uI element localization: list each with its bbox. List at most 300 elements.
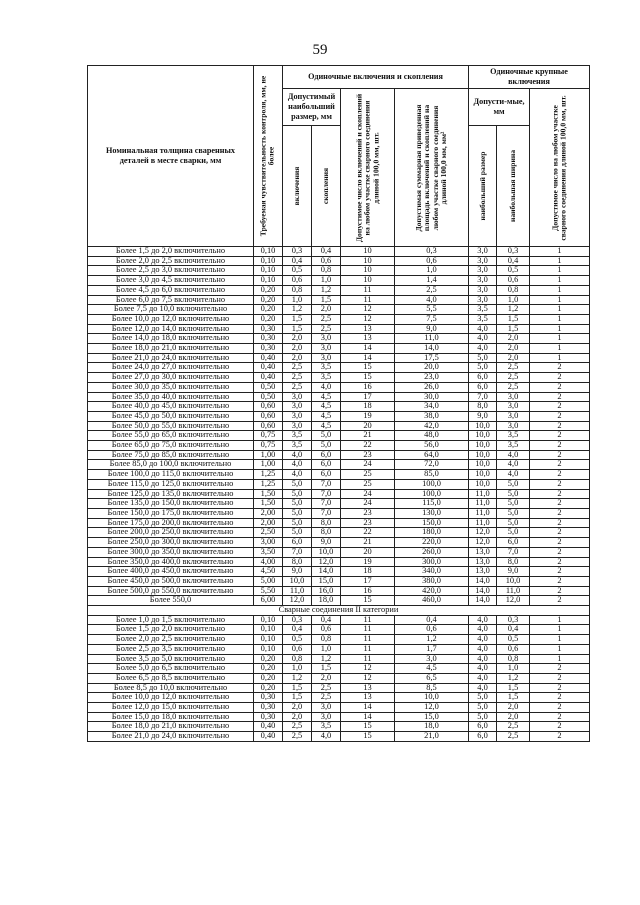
value-cell: 2 (530, 693, 590, 703)
value-cell: 25 (341, 479, 395, 489)
value-cell: 7,0 (283, 547, 312, 557)
value-cell: 260,0 (395, 547, 469, 557)
table-row (88, 547, 590, 557)
value-cell: 10,0 (469, 479, 497, 489)
table-row (88, 470, 590, 480)
value-cell: 12 (341, 305, 395, 315)
table-row (88, 673, 590, 683)
value-cell: 22 (341, 528, 395, 538)
header-inclusions: включения (283, 126, 312, 247)
value-cell: 4,00 (254, 557, 283, 567)
value-cell: 6,0 (469, 382, 497, 392)
value-cell: 0,6 (497, 276, 530, 286)
table-row (88, 344, 590, 354)
thickness-cell: Более 2,5 до 3,5 включительно (88, 644, 254, 654)
value-cell: 14 (341, 353, 395, 363)
value-cell: 2 (530, 557, 590, 567)
value-cell: 100,0 (395, 479, 469, 489)
value-cell: 0,20 (254, 314, 283, 324)
value-cell: 5,0 (283, 508, 312, 518)
value-cell: 13 (341, 324, 395, 334)
value-cell: 7,0 (312, 508, 341, 518)
value-cell: 0,60 (254, 411, 283, 421)
value-cell: 9,0 (469, 411, 497, 421)
value-cell: 56,0 (395, 441, 469, 451)
thickness-cell: Более 1,5 до 2,0 включительно (88, 625, 254, 635)
value-cell: 1,2 (395, 635, 469, 645)
table-row (88, 402, 590, 412)
value-cell: 3,0 (283, 411, 312, 421)
value-cell: 6,0 (312, 460, 341, 470)
value-cell: 0,10 (254, 247, 283, 257)
thickness-cell: Более 400,0 до 450,0 включительно (88, 567, 254, 577)
value-cell: 0,3 (497, 615, 530, 625)
value-cell: 8,0 (497, 557, 530, 567)
value-cell: 14,0 (469, 576, 497, 586)
value-cell: 12,0 (469, 528, 497, 538)
value-cell: 0,75 (254, 441, 283, 451)
value-cell: 0,20 (254, 673, 283, 683)
table-row (88, 353, 590, 363)
value-cell: 4,5 (312, 402, 341, 412)
value-cell: 180,0 (395, 528, 469, 538)
value-cell: 15 (341, 722, 395, 732)
value-cell: 1 (530, 324, 590, 334)
value-cell: 0,20 (254, 285, 283, 295)
header-clusters: скопления (312, 126, 341, 247)
value-cell: 2,5 (497, 732, 530, 742)
table-row (88, 654, 590, 664)
value-cell: 22 (341, 441, 395, 451)
value-cell: 1 (530, 635, 590, 645)
value-cell: 0,6 (283, 276, 312, 286)
value-cell: 5,0 (469, 703, 497, 713)
value-cell: 1 (530, 353, 590, 363)
value-cell: 24 (341, 499, 395, 509)
value-cell: 2 (530, 683, 590, 693)
table-row (88, 305, 590, 315)
thickness-cell: Более 35,0 до 40,0 включительно (88, 392, 254, 402)
value-cell: 0,10 (254, 615, 283, 625)
value-cell: 3,0 (469, 247, 497, 257)
value-cell: 23 (341, 508, 395, 518)
thickness-cell: Более 12,0 до 15,0 включительно (88, 703, 254, 713)
value-cell: 0,20 (254, 683, 283, 693)
value-cell: 0,4 (497, 256, 530, 266)
value-cell: 0,6 (497, 644, 530, 654)
value-cell: 1,0 (497, 295, 530, 305)
thickness-cell: Более 30,0 до 35,0 включительно (88, 382, 254, 392)
value-cell: 3,0 (469, 276, 497, 286)
value-cell: 10,0 (469, 470, 497, 480)
value-cell: 0,8 (312, 266, 341, 276)
value-cell: 4,0 (283, 450, 312, 460)
value-cell: 0,3 (395, 247, 469, 257)
value-cell: 1,2 (312, 285, 341, 295)
value-cell: 5,0 (283, 499, 312, 509)
header-count: Допустимое число включений и скоплений на любом участке сварного соединения длиной 100,0 мм, шт. (341, 89, 395, 247)
value-cell: 4,0 (283, 470, 312, 480)
section-row (88, 606, 590, 616)
value-cell: 0,8 (497, 285, 530, 295)
value-cell: 20,0 (395, 363, 469, 373)
thickness-cell: Более 50,0 до 55,0 включительно (88, 421, 254, 431)
table-row (88, 421, 590, 431)
value-cell: 1,50 (254, 489, 283, 499)
table-row (88, 392, 590, 402)
value-cell: 1 (530, 644, 590, 654)
value-cell: 1,0 (395, 266, 469, 276)
value-cell: 2 (530, 450, 590, 460)
value-cell: 2 (530, 489, 590, 499)
value-cell: 2 (530, 586, 590, 596)
section-title: Сварные соединения II категории (88, 606, 590, 616)
value-cell: 12 (341, 673, 395, 683)
value-cell: 6,0 (312, 470, 341, 480)
value-cell: 2 (530, 363, 590, 373)
thickness-cell: Более 3,5 до 5,0 включительно (88, 654, 254, 664)
value-cell: 11,0 (469, 489, 497, 499)
value-cell: 4,5 (312, 411, 341, 421)
value-cell: 420,0 (395, 586, 469, 596)
value-cell: 23,0 (395, 373, 469, 383)
table-row (88, 518, 590, 528)
thickness-cell: Более 300,0 до 350,0 включительно (88, 547, 254, 557)
value-cell: 2,5 (283, 732, 312, 742)
value-cell: 1 (530, 285, 590, 295)
value-cell: 2,0 (497, 344, 530, 354)
value-cell: 23 (341, 450, 395, 460)
value-cell: 12 (341, 314, 395, 324)
thickness-cell: Более 45,0 до 50,0 включительно (88, 411, 254, 421)
table-row (88, 722, 590, 732)
value-cell: 0,5 (283, 635, 312, 645)
value-cell: 2 (530, 508, 590, 518)
value-cell: 4,50 (254, 567, 283, 577)
thickness-cell: Более 135,0 до 150,0 включительно (88, 499, 254, 509)
value-cell: 2,5 (497, 722, 530, 732)
value-cell: 0,50 (254, 392, 283, 402)
value-cell: 18 (341, 567, 395, 577)
thickness-cell: Более 5,0 до 6,5 включительно (88, 664, 254, 674)
value-cell: 1,0 (312, 644, 341, 654)
thickness-cell: Более 15,0 до 18,0 включительно (88, 712, 254, 722)
value-cell: 4,0 (312, 732, 341, 742)
value-cell: 2 (530, 470, 590, 480)
value-cell: 64,0 (395, 450, 469, 460)
value-cell: 4,0 (469, 673, 497, 683)
value-cell: 0,40 (254, 373, 283, 383)
header-largest-width: наибольшая ширина (497, 126, 530, 247)
value-cell: 1 (530, 344, 590, 354)
value-cell: 38,0 (395, 411, 469, 421)
value-cell: 15 (341, 373, 395, 383)
table-row (88, 538, 590, 548)
value-cell: 3,0 (312, 334, 341, 344)
value-cell: 7,0 (312, 479, 341, 489)
table-body-category-1 (88, 247, 590, 606)
value-cell: 2,00 (254, 508, 283, 518)
value-cell: 2,5 (497, 382, 530, 392)
table-row (88, 431, 590, 441)
value-cell: 5,0 (469, 693, 497, 703)
value-cell: 5,0 (469, 363, 497, 373)
value-cell: 11 (341, 615, 395, 625)
table-row (88, 576, 590, 586)
value-cell: 460,0 (395, 596, 469, 606)
value-cell: 16 (341, 382, 395, 392)
value-cell: 15,0 (312, 576, 341, 586)
value-cell: 5,0 (497, 518, 530, 528)
value-cell: 3,0 (312, 344, 341, 354)
value-cell: 1,25 (254, 479, 283, 489)
value-cell: 0,10 (254, 276, 283, 286)
value-cell: 10 (341, 276, 395, 286)
value-cell: 6,0 (469, 722, 497, 732)
value-cell: 0,30 (254, 334, 283, 344)
value-cell: 16,0 (312, 586, 341, 596)
value-cell: 1,2 (497, 305, 530, 315)
value-cell: 10,0 (312, 547, 341, 557)
thickness-cell: Более 21,0 до 24,0 включительно (88, 353, 254, 363)
value-cell: 5,0 (469, 353, 497, 363)
thickness-cell: Более 125,0 до 135,0 включительно (88, 489, 254, 499)
value-cell: 4,5 (312, 421, 341, 431)
value-cell: 34,0 (395, 402, 469, 412)
value-cell: 1,5 (283, 324, 312, 334)
value-cell: 2,5 (497, 373, 530, 383)
value-cell: 3,0 (283, 421, 312, 431)
value-cell: 18,0 (312, 596, 341, 606)
thickness-cell: Более 55,0 до 65,0 включительно (88, 431, 254, 441)
value-cell: 9,0 (283, 567, 312, 577)
value-cell: 15 (341, 596, 395, 606)
value-cell: 0,5 (497, 635, 530, 645)
value-cell: 2 (530, 441, 590, 451)
value-cell: 340,0 (395, 567, 469, 577)
value-cell: 0,30 (254, 712, 283, 722)
value-cell: 1,5 (497, 314, 530, 324)
value-cell: 1 (530, 654, 590, 664)
value-cell: 4,0 (469, 334, 497, 344)
value-cell: 3,0 (497, 411, 530, 421)
value-cell: 7,0 (497, 547, 530, 557)
value-cell: 3,0 (497, 402, 530, 412)
value-cell: 11,0 (469, 508, 497, 518)
value-cell: 1,5 (283, 693, 312, 703)
table-row (88, 693, 590, 703)
thickness-cell: Более 6,0 до 7,5 включительно (88, 295, 254, 305)
value-cell: 3,5 (469, 314, 497, 324)
value-cell: 21 (341, 431, 395, 441)
table-row (88, 732, 590, 742)
value-cell: 1 (530, 256, 590, 266)
value-cell: 10,0 (283, 576, 312, 586)
value-cell: 10 (341, 247, 395, 257)
value-cell: 1 (530, 334, 590, 344)
value-cell: 1,00 (254, 460, 283, 470)
value-cell: 0,3 (283, 247, 312, 257)
value-cell: 6,0 (469, 373, 497, 383)
value-cell: 2 (530, 703, 590, 713)
value-cell: 0,6 (312, 625, 341, 635)
thickness-cell: Более 100,0 до 115,0 включительно (88, 470, 254, 480)
thickness-cell: Более 2,0 до 2,5 включительно (88, 635, 254, 645)
value-cell: 2 (530, 538, 590, 548)
value-cell: 1 (530, 615, 590, 625)
thickness-cell: Более 3,0 до 4,5 включительно (88, 276, 254, 286)
value-cell: 4,5 (312, 392, 341, 402)
value-cell: 4,0 (469, 635, 497, 645)
table-row (88, 596, 590, 606)
table-row (88, 644, 590, 654)
thickness-cell: Более 27,0 до 30,0 включительно (88, 373, 254, 383)
table-row (88, 450, 590, 460)
table-header (88, 66, 590, 247)
value-cell: 4,0 (395, 295, 469, 305)
value-cell: 0,20 (254, 654, 283, 664)
thickness-cell: Более 7,5 до 10,0 включительно (88, 305, 254, 315)
thickness-cell: Более 65,0 до 75,0 включительно (88, 441, 254, 451)
value-cell: 85,0 (395, 470, 469, 480)
value-cell: 0,40 (254, 363, 283, 373)
value-cell: 2,5 (395, 285, 469, 295)
value-cell: 5,0 (497, 499, 530, 509)
value-cell: 8,0 (469, 402, 497, 412)
value-cell: 2 (530, 518, 590, 528)
value-cell: 0,8 (283, 654, 312, 664)
value-cell: 0,40 (254, 353, 283, 363)
value-cell: 0,3 (497, 247, 530, 257)
value-cell: 2,5 (312, 693, 341, 703)
value-cell: 2,5 (283, 363, 312, 373)
value-cell: 6,00 (254, 596, 283, 606)
value-cell: 2,0 (497, 703, 530, 713)
value-cell: 2 (530, 460, 590, 470)
value-cell: 115,0 (395, 499, 469, 509)
value-cell: 0,10 (254, 256, 283, 266)
value-cell: 15 (341, 363, 395, 373)
value-cell: 0,4 (312, 247, 341, 257)
value-cell: 2,0 (312, 305, 341, 315)
value-cell: 2 (530, 402, 590, 412)
value-cell: 1 (530, 276, 590, 286)
value-cell: 10,0 (395, 693, 469, 703)
value-cell: 5,0 (283, 479, 312, 489)
inclusions-table (87, 65, 590, 742)
table-row (88, 266, 590, 276)
thickness-cell: Более 550,0 (88, 596, 254, 606)
value-cell: 5,0 (497, 508, 530, 518)
value-cell: 26,0 (395, 382, 469, 392)
table-body-category-2 (88, 615, 590, 741)
value-cell: 14 (341, 703, 395, 713)
value-cell: 4,0 (469, 625, 497, 635)
table-row (88, 314, 590, 324)
value-cell: 8,5 (395, 683, 469, 693)
value-cell: 0,20 (254, 295, 283, 305)
value-cell: 2 (530, 673, 590, 683)
value-cell: 220,0 (395, 538, 469, 548)
value-cell: 13,0 (469, 547, 497, 557)
value-cell: 11,0 (283, 586, 312, 596)
value-cell: 7,0 (312, 489, 341, 499)
value-cell: 11 (341, 625, 395, 635)
value-cell: 1,0 (283, 295, 312, 305)
value-cell: 2 (530, 712, 590, 722)
table-row (88, 567, 590, 577)
value-cell: 1,2 (283, 305, 312, 315)
value-cell: 5,00 (254, 576, 283, 586)
value-cell: 300,0 (395, 557, 469, 567)
value-cell: 0,75 (254, 431, 283, 441)
thickness-cell: Более 6,5 до 8,5 включительно (88, 673, 254, 683)
table-row (88, 441, 590, 451)
value-cell: 25 (341, 470, 395, 480)
value-cell: 5,0 (312, 441, 341, 451)
value-cell: 3,0 (283, 402, 312, 412)
value-cell: 3,0 (283, 392, 312, 402)
value-cell: 2,50 (254, 528, 283, 538)
thickness-cell: Более 500,0 до 550,0 включительно (88, 586, 254, 596)
value-cell: 5,0 (312, 431, 341, 441)
value-cell: 0,4 (283, 256, 312, 266)
value-cell: 1,5 (312, 664, 341, 674)
value-cell: 3,5 (497, 441, 530, 451)
table-row (88, 712, 590, 722)
table-row (88, 615, 590, 625)
value-cell: 2,0 (283, 353, 312, 363)
value-cell: 0,60 (254, 421, 283, 431)
table-row (88, 256, 590, 266)
value-cell: 0,40 (254, 722, 283, 732)
value-cell: 19 (341, 557, 395, 567)
value-cell: 17 (341, 392, 395, 402)
value-cell: 3,5 (312, 373, 341, 383)
thickness-cell: Более 2,5 до 3,0 включительно (88, 266, 254, 276)
table-row (88, 411, 590, 421)
value-cell: 3,5 (312, 363, 341, 373)
value-cell: 3,0 (497, 392, 530, 402)
value-cell: 1,5 (283, 683, 312, 693)
value-cell: 100,0 (395, 489, 469, 499)
header-largest-size: наибольший размер (469, 126, 497, 247)
value-cell: 11,0 (469, 518, 497, 528)
thickness-cell: Более 2,0 до 2,5 включительно (88, 256, 254, 266)
value-cell: 10,0 (469, 431, 497, 441)
value-cell: 0,10 (254, 266, 283, 276)
value-cell: 5,0 (469, 712, 497, 722)
value-cell: 3,0 (312, 712, 341, 722)
header-max-size: Допустимый наибольший размер, мм (283, 89, 341, 126)
value-cell: 12,0 (395, 703, 469, 713)
value-cell: 0,6 (283, 644, 312, 654)
value-cell: 1,5 (497, 324, 530, 334)
thickness-cell: Более 24,0 до 27,0 включительно (88, 363, 254, 373)
table-row (88, 460, 590, 470)
value-cell: 14,0 (469, 586, 497, 596)
table-row (88, 703, 590, 713)
value-cell: 14,0 (395, 344, 469, 354)
value-cell: 3,5 (283, 441, 312, 451)
value-cell: 3,5 (469, 305, 497, 315)
value-cell: 6,0 (497, 538, 530, 548)
thickness-cell: Более 175,0 до 200,0 включительно (88, 518, 254, 528)
value-cell: 15,0 (395, 712, 469, 722)
table-row (88, 363, 590, 373)
table-row (88, 285, 590, 295)
value-cell: 0,5 (497, 266, 530, 276)
